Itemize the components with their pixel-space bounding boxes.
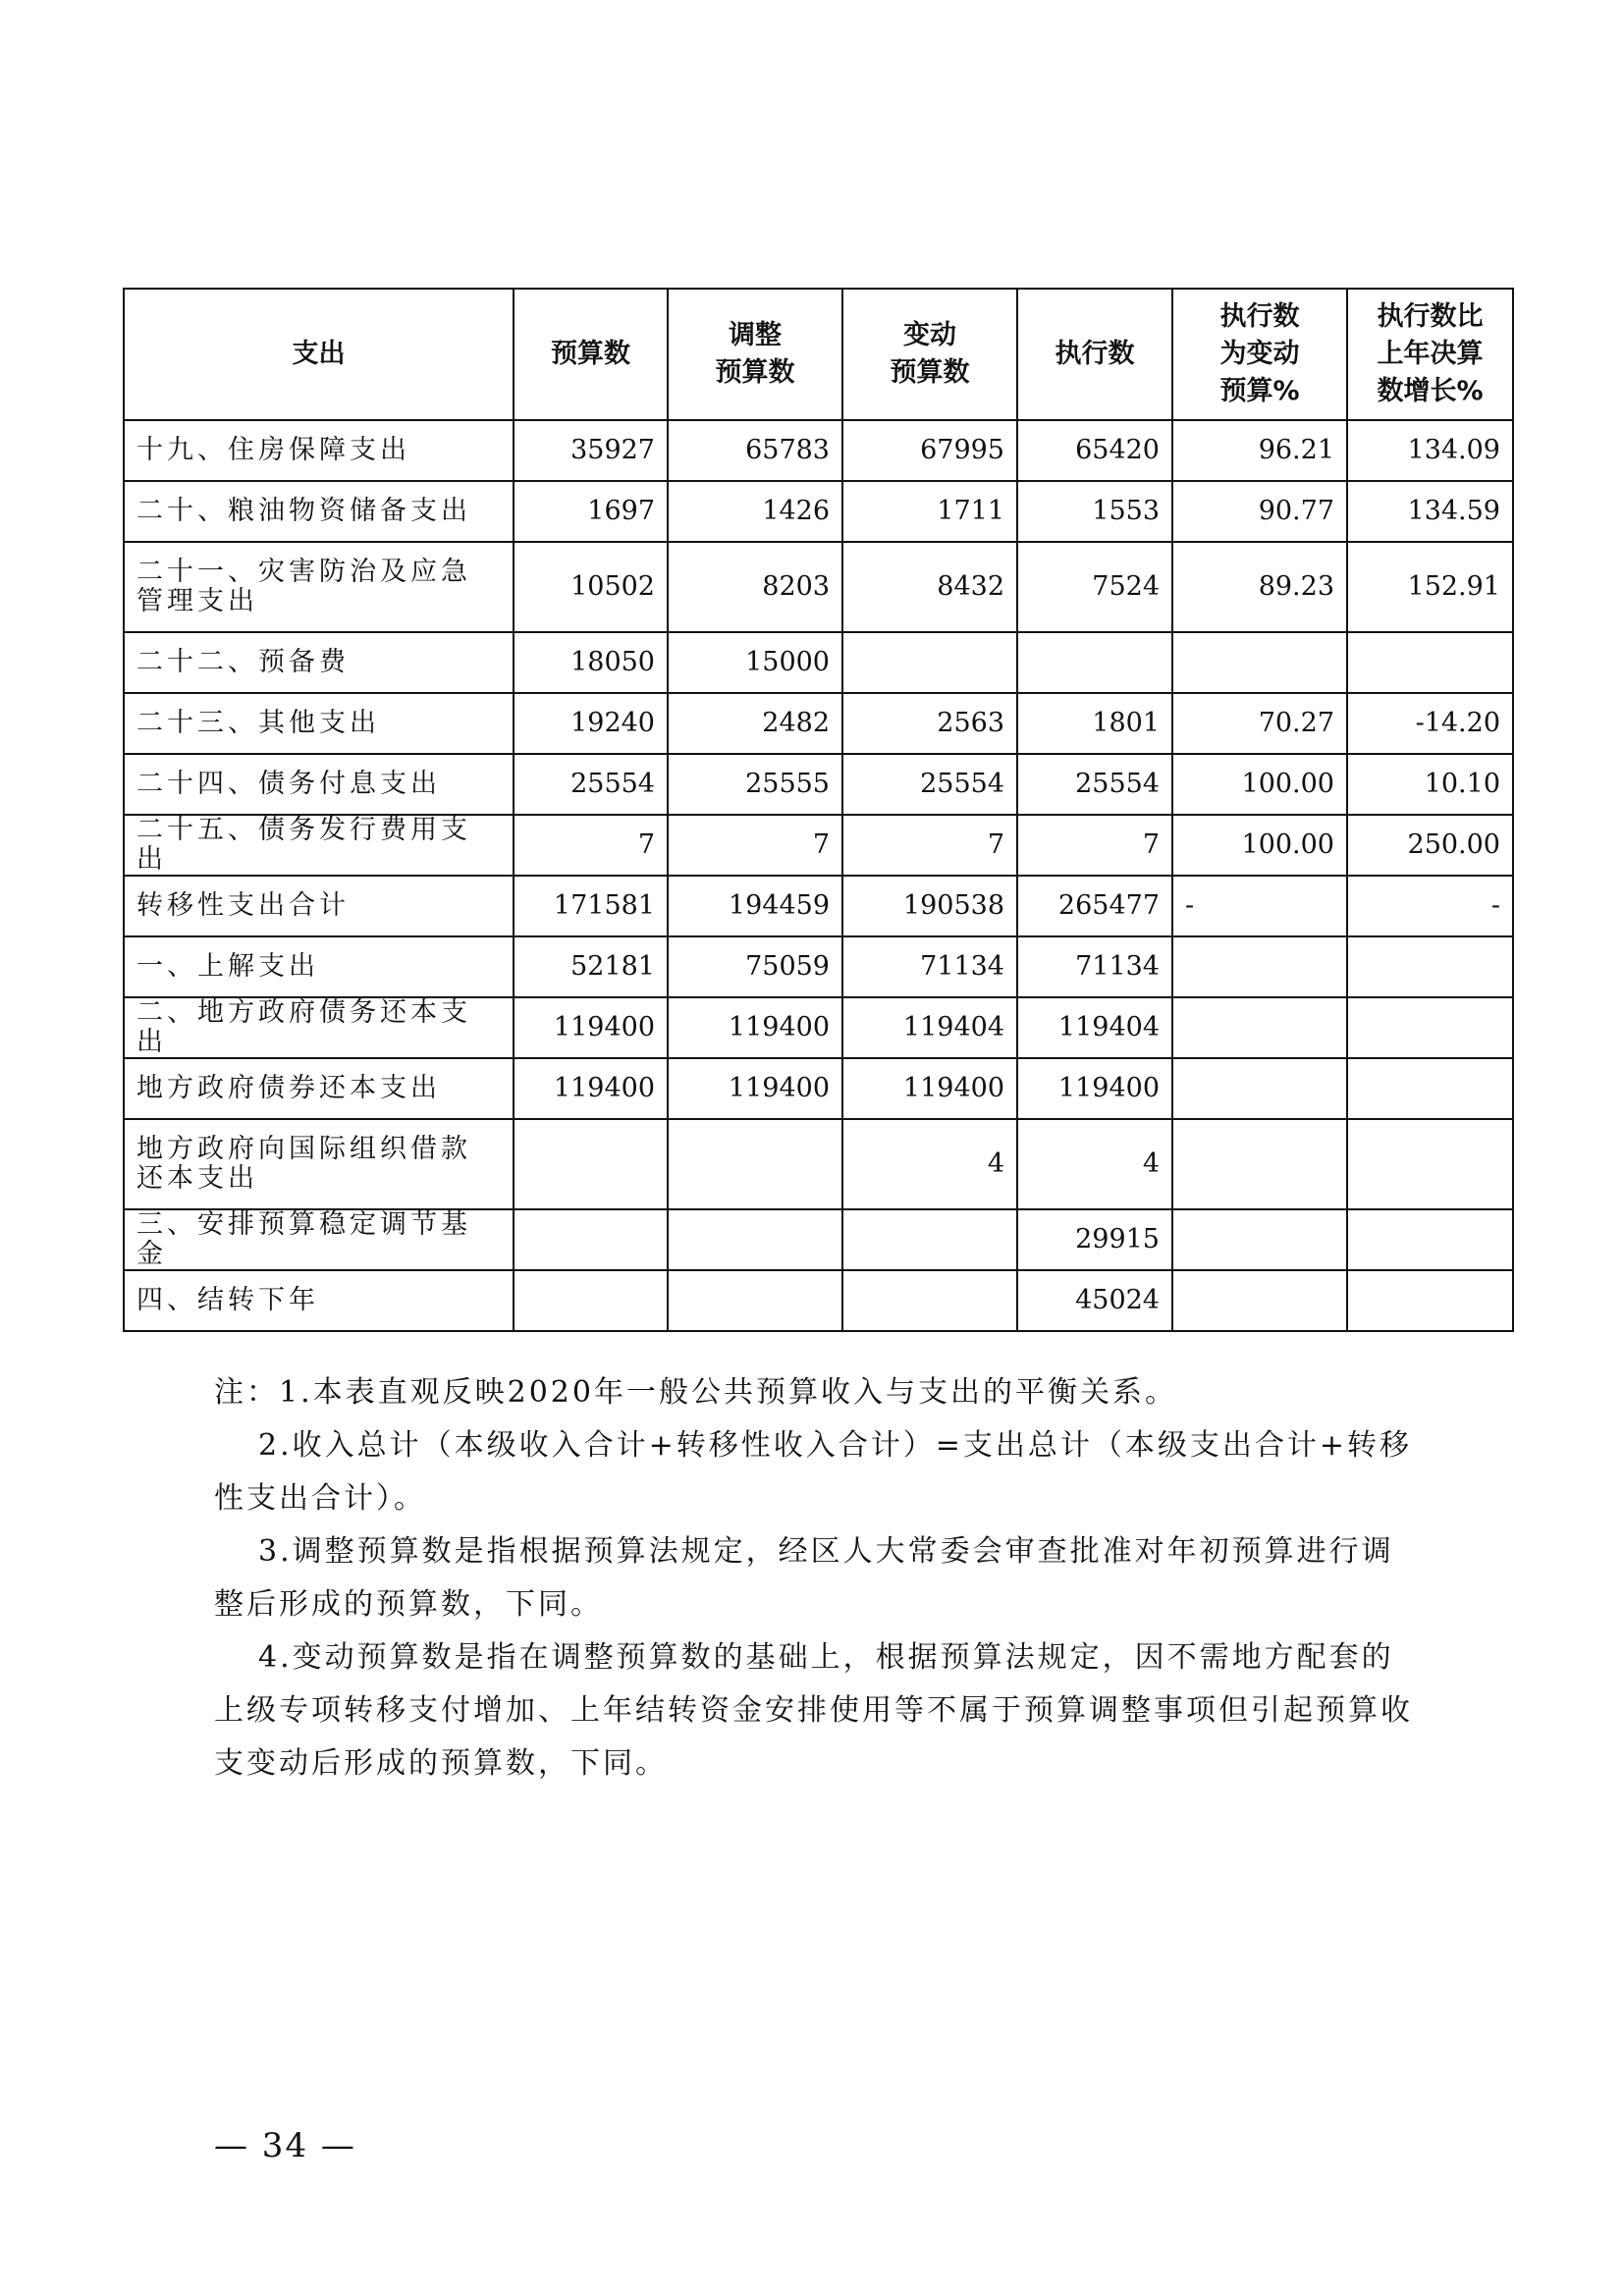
cell-executed: 65420 [1017, 420, 1172, 481]
cell-executed [1017, 632, 1172, 693]
row-label: 四、结转下年 [124, 1270, 514, 1331]
cell-changed-budget: 2563 [842, 693, 1017, 754]
note-1: 注：1.本表直观反映2020年一般公共预算收入与支出的平衡关系。 [214, 1375, 1177, 1410]
cell-budget: 1697 [514, 481, 668, 542]
cell-budget [514, 1119, 668, 1209]
table-row [124, 876, 1513, 936]
cell-executed: 29915 [1017, 1209, 1172, 1270]
cell-changed-budget: 7 [842, 815, 1017, 876]
expenditure-table [123, 288, 1514, 1332]
cell-changed-budget: 119400 [842, 1058, 1017, 1119]
cell-exec-ratio: - [1172, 876, 1347, 936]
header-cell: 执行数 [1017, 289, 1172, 420]
cell-executed: 71134 [1017, 936, 1172, 997]
cell-exec-ratio: 70.27 [1172, 693, 1347, 754]
row-label: 二、地方政府债务还本支出 [124, 997, 514, 1058]
cell-exec-ratio: 89.23 [1172, 542, 1347, 632]
table-row [124, 1209, 1513, 1270]
row-label: 二十五、债务发行费用支出 [124, 815, 514, 876]
cell-adjusted-budget: 75059 [668, 936, 842, 997]
cell-adjusted-budget [668, 1209, 842, 1270]
cell-budget: 119400 [514, 997, 668, 1058]
cell-changed-budget [842, 632, 1017, 693]
table-row [124, 1270, 1513, 1331]
cell-growth [1347, 1119, 1513, 1209]
cell-adjusted-budget: 65783 [668, 420, 842, 481]
cell-changed-budget: 119404 [842, 997, 1017, 1058]
cell-budget: 171581 [514, 876, 668, 936]
cell-exec-ratio [1172, 936, 1347, 997]
cell-executed: 1553 [1017, 481, 1172, 542]
cell-changed-budget: 8432 [842, 542, 1017, 632]
table-row [124, 693, 1513, 754]
cell-budget: 119400 [514, 1058, 668, 1119]
table-row [124, 754, 1513, 815]
cell-executed: 25554 [1017, 754, 1172, 815]
row-label: 地方政府债券还本支出 [124, 1058, 514, 1119]
header-cell: 执行数 为变动 预算% [1172, 289, 1347, 420]
cell-exec-ratio [1172, 1058, 1347, 1119]
cell-executed: 7 [1017, 815, 1172, 876]
cell-budget [514, 1270, 668, 1331]
cell-growth [1347, 1270, 1513, 1331]
cell-executed: 265477 [1017, 876, 1172, 936]
cell-growth: 10.10 [1347, 754, 1513, 815]
cell-budget: 10502 [514, 542, 668, 632]
cell-growth [1347, 1058, 1513, 1119]
cell-budget [514, 1209, 668, 1270]
table-row [124, 420, 1513, 481]
header-cell: 预算数 [514, 289, 668, 420]
table-row [124, 1119, 1513, 1209]
cell-exec-ratio: 100.00 [1172, 815, 1347, 876]
table-row [124, 632, 1513, 693]
cell-exec-ratio [1172, 1270, 1347, 1331]
cell-adjusted-budget [668, 1270, 842, 1331]
cell-changed-budget: 25554 [842, 754, 1017, 815]
cell-adjusted-budget: 2482 [668, 693, 842, 754]
cell-changed-budget: 67995 [842, 420, 1017, 481]
header-cell: 支出 [124, 289, 514, 420]
cell-adjusted-budget: 8203 [668, 542, 842, 632]
cell-changed-budget: 71134 [842, 936, 1017, 997]
cell-growth [1347, 632, 1513, 693]
cell-exec-ratio [1172, 1119, 1347, 1209]
note-2: 2.收入总计（本级收入合计+转移性收入合计）=支出总计（本级支出合计+转移性支出合计）。 [214, 1428, 1413, 1516]
cell-changed-budget [842, 1209, 1017, 1270]
cell-adjusted-budget: 119400 [668, 1058, 842, 1119]
cell-adjusted-budget: 15000 [668, 632, 842, 693]
cell-adjusted-budget [668, 1119, 842, 1209]
cell-growth [1347, 936, 1513, 997]
row-label: 二十二、预备费 [124, 632, 514, 693]
header-cell: 执行数比 上年决算 数增长% [1347, 289, 1513, 420]
cell-changed-budget: 190538 [842, 876, 1017, 936]
table-row [124, 542, 1513, 632]
cell-growth [1347, 997, 1513, 1058]
row-label: 二十一、灾害防治及应急管理支出 [124, 542, 514, 632]
cell-executed: 45024 [1017, 1270, 1172, 1331]
cell-executed: 7524 [1017, 542, 1172, 632]
cell-growth: 134.09 [1347, 420, 1513, 481]
row-label: 二十四、债务付息支出 [124, 754, 514, 815]
cell-exec-ratio: 90.77 [1172, 481, 1347, 542]
header-cell: 变动 预算数 [842, 289, 1017, 420]
cell-adjusted-budget: 194459 [668, 876, 842, 936]
row-label: 转移性支出合计 [124, 876, 514, 936]
note-4: 4.变动预算数是指在调整预算数的基础上，根据预算法规定，因不需地方配套的上级专项转移支付增加、上年结转资金安排使用等不属于预算调整事项但引起预算收支变动后形成的预算数，下同。 [214, 1640, 1413, 1781]
table-row [124, 815, 1513, 876]
cell-executed: 4 [1017, 1119, 1172, 1209]
cell-budget: 35927 [514, 420, 668, 481]
table-header-row [124, 289, 1513, 420]
row-label: 地方政府向国际组织借款还本支出 [124, 1119, 514, 1209]
cell-changed-budget [842, 1270, 1017, 1331]
table-row [124, 481, 1513, 542]
cell-adjusted-budget: 7 [668, 815, 842, 876]
row-label: 一、上解支出 [124, 936, 514, 997]
note-3: 3.调整预算数是指根据预算法规定，经区人大常委会审查批准对年初预算进行调整后形成的预算数，下同。 [214, 1534, 1394, 1622]
cell-budget: 25554 [514, 754, 668, 815]
cell-changed-budget: 4 [842, 1119, 1017, 1209]
cell-executed: 1801 [1017, 693, 1172, 754]
cell-exec-ratio [1172, 632, 1347, 693]
cell-changed-budget: 1711 [842, 481, 1017, 542]
cell-growth: 152.91 [1347, 542, 1513, 632]
cell-adjusted-budget: 119400 [668, 997, 842, 1058]
table-notes [214, 1366, 1426, 1790]
cell-exec-ratio: 100.00 [1172, 754, 1347, 815]
table-row [124, 1058, 1513, 1119]
table-row [124, 936, 1513, 997]
cell-growth [1347, 1209, 1513, 1270]
cell-exec-ratio [1172, 997, 1347, 1058]
row-label: 十九、住房保障支出 [124, 420, 514, 481]
row-label: 二十、粮油物资储备支出 [124, 481, 514, 542]
cell-adjusted-budget: 25555 [668, 754, 842, 815]
row-label: 三、安排预算稳定调节基金 [124, 1209, 514, 1270]
cell-budget: 52181 [514, 936, 668, 997]
cell-executed: 119400 [1017, 1058, 1172, 1119]
row-label: 二十三、其他支出 [124, 693, 514, 754]
cell-growth: -14.20 [1347, 693, 1513, 754]
table-row [124, 997, 1513, 1058]
cell-budget: 18050 [514, 632, 668, 693]
cell-growth: 250.00 [1347, 815, 1513, 876]
cell-budget: 7 [514, 815, 668, 876]
cell-exec-ratio [1172, 1209, 1347, 1270]
cell-exec-ratio: 96.21 [1172, 420, 1347, 481]
cell-executed: 119404 [1017, 997, 1172, 1058]
cell-adjusted-budget: 1426 [668, 481, 842, 542]
header-cell: 调整 预算数 [668, 289, 842, 420]
page-number: — 34 — [214, 2126, 356, 2165]
cell-budget: 19240 [514, 693, 668, 754]
cell-growth: - [1347, 876, 1513, 936]
cell-growth: 134.59 [1347, 481, 1513, 542]
